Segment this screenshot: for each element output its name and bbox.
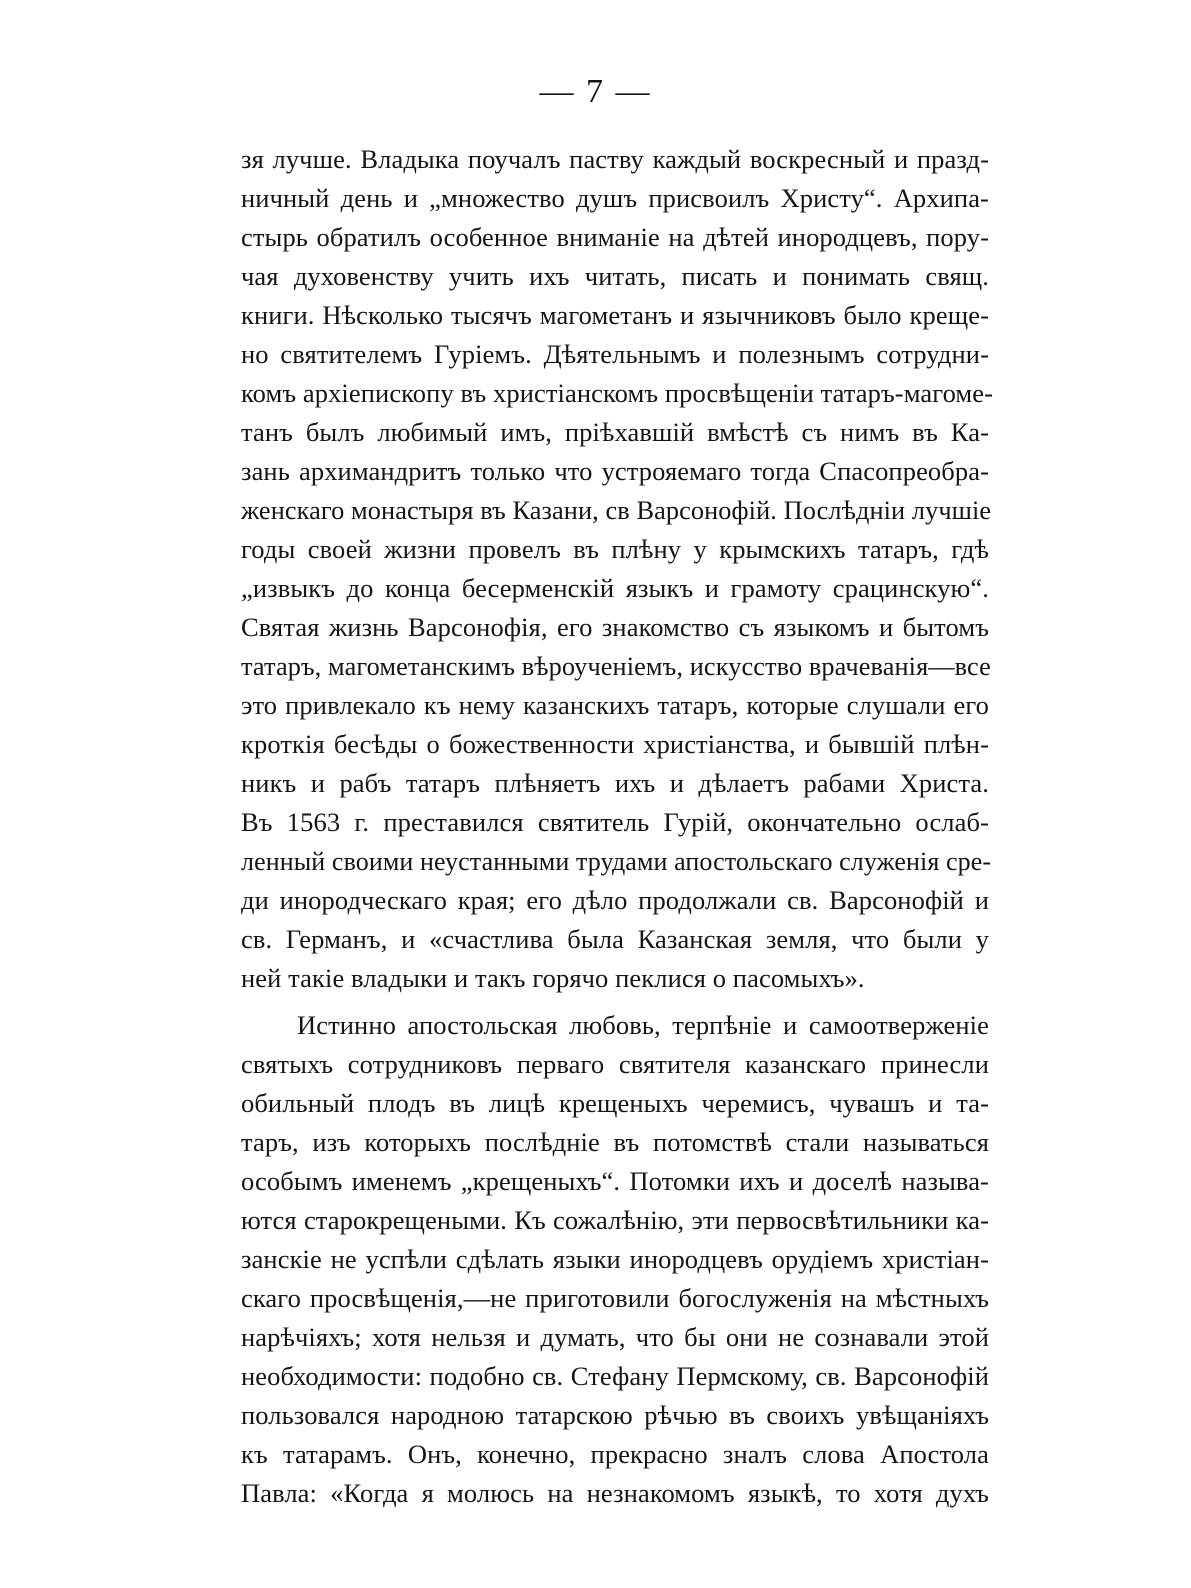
text-line: кроткія бесѣды о божественности христіанства, и бывшій плѣн- [241,729,989,759]
text-line: Истинно апостольская любовь, терпѣніе и самоотверженіе [297,1010,989,1040]
text-line: Въ 1563 г. преставился святитель Гурій, окончательно ослаб- [241,807,989,837]
text-line: Святая жизнь Варсонофія, его знакомство съ языкомъ и бытомъ [241,612,989,642]
text-line: особымъ именемъ „крещеныхъ“. Потомки ихъ и доселѣ называ- [241,1166,989,1196]
text-line: зань архимандритъ только что устрояемаго тогда Спасопреобра- [241,456,989,486]
text-line: скаго просвѣщенія,—не приготовили богослуженія на мѣстныхъ [241,1283,989,1313]
text-line: ди инородческаго края; его дѣло продолжали св. Варсонофій и [241,885,989,915]
text-line: стырь обратилъ особенное вниманіе на дѣтей инородцевъ, пору- [241,222,989,252]
paragraph-2 [241,1006,989,1513]
text-line: годы своей жизни провелъ въ плѣну у крымскихъ татаръ, гдѣ [241,534,989,564]
page-number: — 7 — [539,73,652,110]
text-line: это привлекало къ нему казанскихъ татаръ, которые слушали его [241,690,989,720]
text-line: танъ былъ любимый имъ, пріѣхавшій вмѣстѣ съ нимъ въ Ка- [241,417,989,447]
text-line: комъ архіепископу въ христіанскомъ просвѣщеніи татаръ-магоме- [241,378,994,408]
text-line: но святителемъ Гуріемъ. Дѣятельнымъ и полезнымъ сотрудни- [241,339,989,369]
text-line: татаръ, магометанскимъ вѣроученіемъ, искусство врачеванія—все [241,652,991,681]
paragraph-gap [241,998,989,1006]
text-line: къ татарамъ. Онъ, конечно, прекрасно зналъ слова Апостола [241,1439,989,1469]
text-line: никъ и рабъ татаръ плѣняетъ ихъ и дѣлаетъ рабами Христа. [241,768,989,798]
text-line: ней такіе владыки и такъ горячо пеклися о пасомыхъ». [241,963,865,993]
body-text [241,140,994,1513]
text-line: женскаго монастыря въ Казани, св Варсонофій. Послѣдніи лучшіе [241,496,992,525]
paragraph-1 [241,140,994,998]
text-line: необходимости: подобно св. Стефану Пермскому, св. Варсонофій [241,1361,989,1391]
text-line: Павла: «Когда я молюсь на незнакомомъ языкѣ, то хотя духъ [241,1478,989,1508]
text-line: ются старокрещеными. Къ сожалѣнію, эти первосвѣтильники ка- [241,1205,989,1235]
text-line: занскіе не успѣли сдѣлать языки инородцевъ орудіемъ христіан- [241,1244,989,1274]
text-line: книги. Нѣсколько тысячъ магометанъ и язычниковъ было креще- [241,300,989,330]
text-line: св. Германъ, и «счастлива была Казанская земля, что были у [241,924,989,954]
text-line: ничный день и „множество душъ присвоилъ Христу“. Архипа- [241,183,989,213]
text-line: таръ, изъ которыхъ послѣдніе въ потомствѣ стали называться [241,1127,989,1157]
text-line: „извыкъ до конца бесерменскій языкъ и грамоту срацинскую“. [241,573,989,603]
text-line: пользовался народною татарскою рѣчью въ своихъ увѣщаніяхъ [241,1400,989,1430]
text-line: обильный плодъ въ лицѣ крещеныхъ черемисъ, чувашъ и та- [241,1088,989,1118]
text-line: святыхъ сотрудниковъ перваго святителя казанскаго принесли [241,1049,989,1079]
text-line: чая духовенству учить ихъ читать, писать и понимать свящ. [241,261,989,291]
text-line: зя лучше. Владыка поучалъ паству каждый воскресный и празд- [241,144,989,174]
text-line: ленный своими неустанными трудами апостольскаго служенія сре- [241,847,992,876]
text-line: нарѣчіяхъ; хотя нельзя и думать, что бы они не сознавали этой [241,1322,989,1352]
